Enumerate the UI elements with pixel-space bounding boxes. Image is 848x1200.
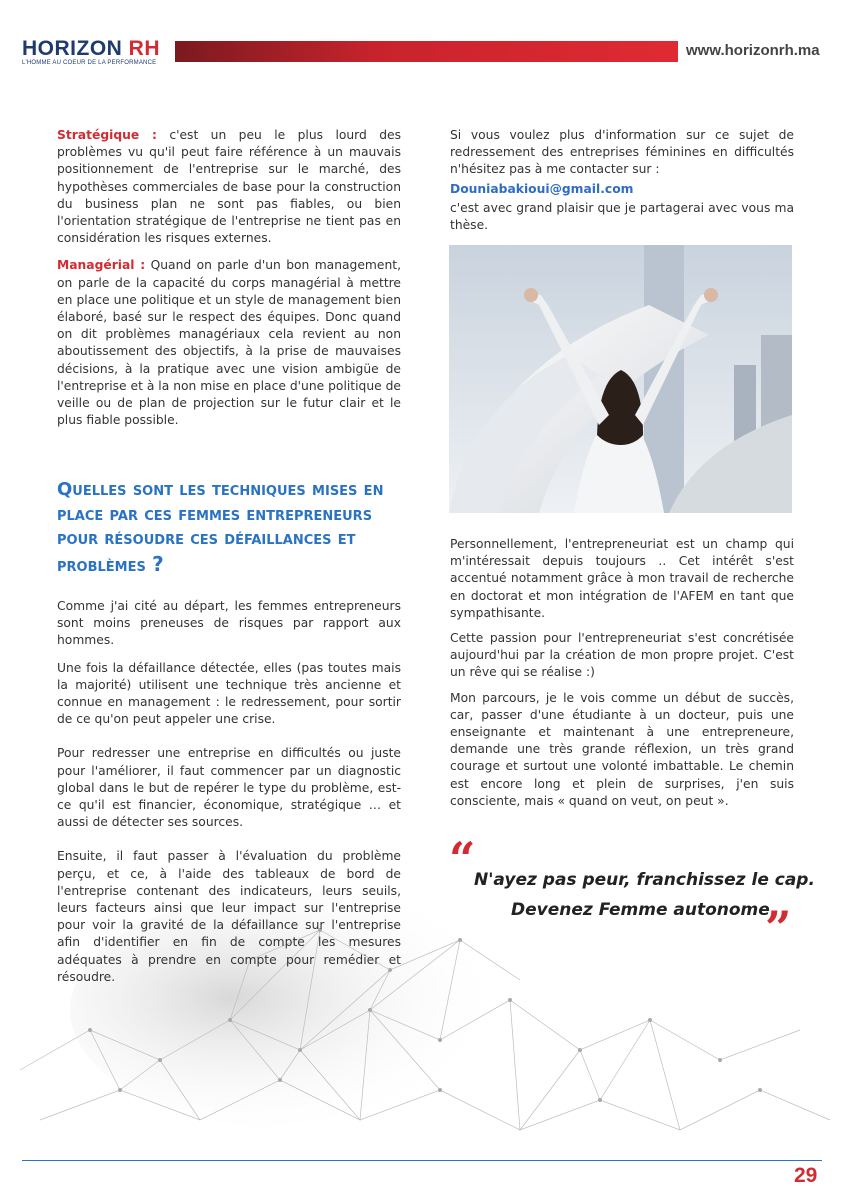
contact-text: Si vous voulez plus d'information sur ce sujet de redressement des entreprises féminines en difficultés n'hésitez pas à me contacter sur : (450, 128, 794, 177)
right-column-story (450, 536, 794, 820)
woman-celebrating-photo (449, 245, 792, 513)
share-text: c'est avec grand plaisir que je partagerai avec vous ma thèse. (450, 200, 794, 233)
brand-name (22, 38, 160, 59)
story-paragraph: Mon parcours, je le vois comme un début de succès, car, passer d'une étudiante à un docteur, puis une enseignante et maintenant à une entrepreneure, demande une très grande réflexion, un très grand courage et surtout une volonté imbattable. Le chemin est encore long et plein de surprises, j'en suis consciente, mais « quand on veut, on peut ». (450, 690, 794, 808)
header-red-bar (175, 41, 678, 62)
paragraph-strategique (57, 127, 401, 247)
label-managerial: Managérial : (57, 258, 146, 273)
section-body (57, 598, 401, 996)
footer-divider (22, 1160, 822, 1161)
section-paragraph: Pour redresser une entreprise en difficultés ou juste pour l'améliorer, il faut commencer par un diagnostic global dans le but de repérer le type du problème, est-ce qu'il est financier, économique, stratégique … et aussi de détecter ses sources. (57, 746, 401, 830)
text-strategique: c'est un peu le plus lourd des problèmes vu qu'il peut faire référence à un mauvais positionnement de l'entreprise sur le marché, des hypothèses commerciales de base pour la construction du business plan ne sont pas fiables, ou bien l'orientation stratégique de l'entreprise ne tient pas en considération les risques externes. (57, 128, 402, 246)
left-column (57, 127, 401, 439)
quote-open-mark: “ (449, 832, 476, 886)
brand-main: HORIZON (22, 37, 129, 60)
contact-email[interactable]: Douniabakioui@gmail.com (450, 181, 634, 196)
section-paragraph: Comme j'ai cité au départ, les femmes entrepreneurs sont moins preneuses de risques par rapport aux hommes. (57, 599, 401, 648)
contact-block (450, 127, 794, 244)
page-number: 29 (794, 1164, 818, 1187)
brand-tagline: L'HOMME AU COEUR DE LA PERFORMANCE (22, 60, 157, 66)
section-heading-text: Quelles sont les techniques mises en place par ces femmes entrepreneurs pour résoudre ces défaillances et problèmes (57, 479, 384, 576)
brand-logo (22, 38, 160, 66)
quote-line-1: N'ayez pas peur, franchissez le cap. (474, 870, 815, 890)
story-paragraph: Personnellement, l'entrepreneuriat est un champ qui m'intéressait depuis toujours .. Cet intérêt s'est accentué notamment grâce à mon travail de recherche en doctorat et mon intégration de l'AFEM en tant que sympathisante. (450, 537, 794, 620)
story-paragraph: Cette passion pour l'entrepreneuriat s'est concrétisée aujourd'hui par la création de mon propre projet. C'est un rêve qui se réalise :) (450, 631, 794, 680)
quote-close-mark: ” (765, 901, 792, 955)
section-paragraph: Une fois la défaillance détectée, elles (pas toutes mais la majorité) utilisent une technique très ancienne et connue en management : le redressement, pour sortir de ce qu'on peut appeler une crise. (57, 660, 401, 727)
website-link[interactable]: www.horizonrh.ma (686, 42, 820, 59)
section-paragraph: Ensuite, il faut passer à l'évaluation du problème perçu, et ce, à l'aide des tableaux de bord de l'entreprise contenant des indicateurs, leurs seuils, leurs facteurs ainsi que leur impact sur l'entreprise pour voir la gravité de la défaillance sur l'entreprise afin d'identifier en fin de compte les mesures adéquates à prendre en compte pour remédier et résoudre. (57, 849, 401, 984)
section-heading-question-mark: ? (152, 551, 164, 576)
brand-accent: RH (128, 37, 161, 60)
text-managerial: Quand on parle d'un bon management, on parle de la capacité du corps managérial à mettre en place une politique et un style de management bien élaboré, basé sur le respect des équipes. Donc quand on dit problèmes managériaux cela revient au non aboutissement des objectifs, à la prise de mauvaises décisions, à la pratique avec une vision ambigüe de l'entreprise et à la non mise en place d'une politique de veille ou de plan de projection sur le futur clair et le plus fiable possible. (57, 258, 401, 428)
quote-line-2: Devenez Femme autonome (511, 900, 770, 920)
section-heading (57, 478, 397, 578)
label-strategique: Stratégique : (57, 128, 157, 142)
paragraph-managerial (57, 257, 401, 429)
